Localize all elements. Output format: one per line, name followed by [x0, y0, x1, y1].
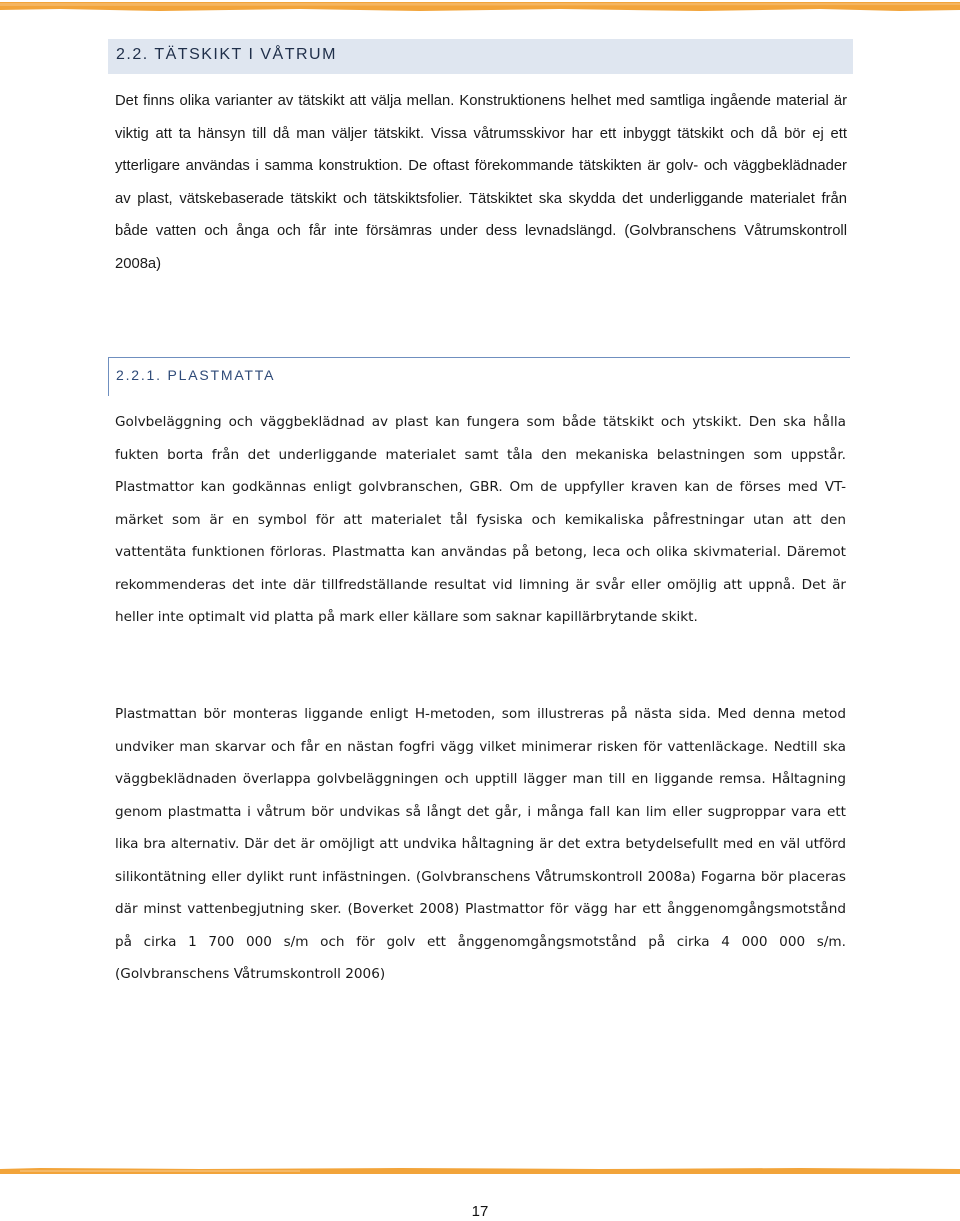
- subsection-paragraph-2: Plastmattan bör monteras liggande enligt H-metoden, som illustreras på nästa sida. Med denna metod undviker man skarvar och får en nästan fogfri vägg vilket minimerar risken för vattenläckage. Nedtill ska väggbeklädnaden överlappa golvbeläggningen och upptill lägger man till en liggande remsa. Håltagning genom plastmatta i våtrum bör undvikas så långt det går, i många fall kan lim eller sugproppar vara ett lika bra alternativ. Där det är omöjligt att undvika håltagning är det extra betydelsefullt med en väl utförd silikontätning eller dylikt runt infästningen. (Golvbranschens Våtrumskontroll 2008a) Fogarna bör placeras där minst vattenbegjutning sker. (Boverket 2008) Plastmattor för vägg har ett ånggenomgångsmotstånd på cirka 1 700 000 s/m och för golv ett ånggenomgångsmotstånd på cirka 4 000 000 s/m. (Golvbranschens Våtrumskontroll 2006): [115, 706, 846, 982]
- subsection-heading-frame: [108, 357, 850, 396]
- footer-decorative-band: [0, 1164, 960, 1174]
- page-number: 17: [471, 1203, 489, 1220]
- header-decorative-band: [0, 0, 960, 12]
- header-brush-stroke: [0, 1, 960, 12]
- footer-brush-stroke: [0, 1167, 960, 1174]
- section-heading: 2.2. TÄTSKIKT I VÅTRUM: [116, 46, 337, 63]
- section-heading-bar: [108, 39, 853, 74]
- section-paragraph: Det finns olika varianter av tätskikt att välja mellan. Konstruktionens helhet med samtliga ingående material är viktig att ta hänsyn till då man väljer tätskikt. Vissa våtrumsskivor har ett inbyggt tätskikt och då bör ej ett ytterligare användas i samma konstruktion. De oftast förekommande tätskikten är golv- och väggbeklädnader av plast, vätskebaserade tätskikt och tätskiktsfolier. Tätskiktet ska skydda det underliggande materialet från både vatten och ånga och får inte försämras under dess levnadslängd. (Golvbranschens Våtrumskontroll 2008a): [115, 93, 847, 272]
- subsection-paragraph-1: Golvbeläggning och väggbeklädnad av plast kan fungera som både tätskikt och ytskikt. Den ska hålla fukten borta från det underliggande materialet samt tåla den mekaniska belastningen som uppstår. Plastmattor kan godkännas enligt golvbranschen, GBR. Om de uppfyller kraven kan de förses med VT-märket som är en symbol för att materialet tål fysiska och kemikaliska påfrestningar utan att den vattentäta funktionen förloras. Plastmatta kan användas på betong, leca och olika skivmaterial. Däremot rekommenderas det inte där tillfredställande resultat vid limning är svår eller omöjlig att uppnå. Det är heller inte optimalt vid platta på mark eller källare som saknar kapillärbrytande skikt.: [115, 414, 846, 625]
- subsection-heading: 2.2.1. PLASTMATTA: [116, 367, 276, 383]
